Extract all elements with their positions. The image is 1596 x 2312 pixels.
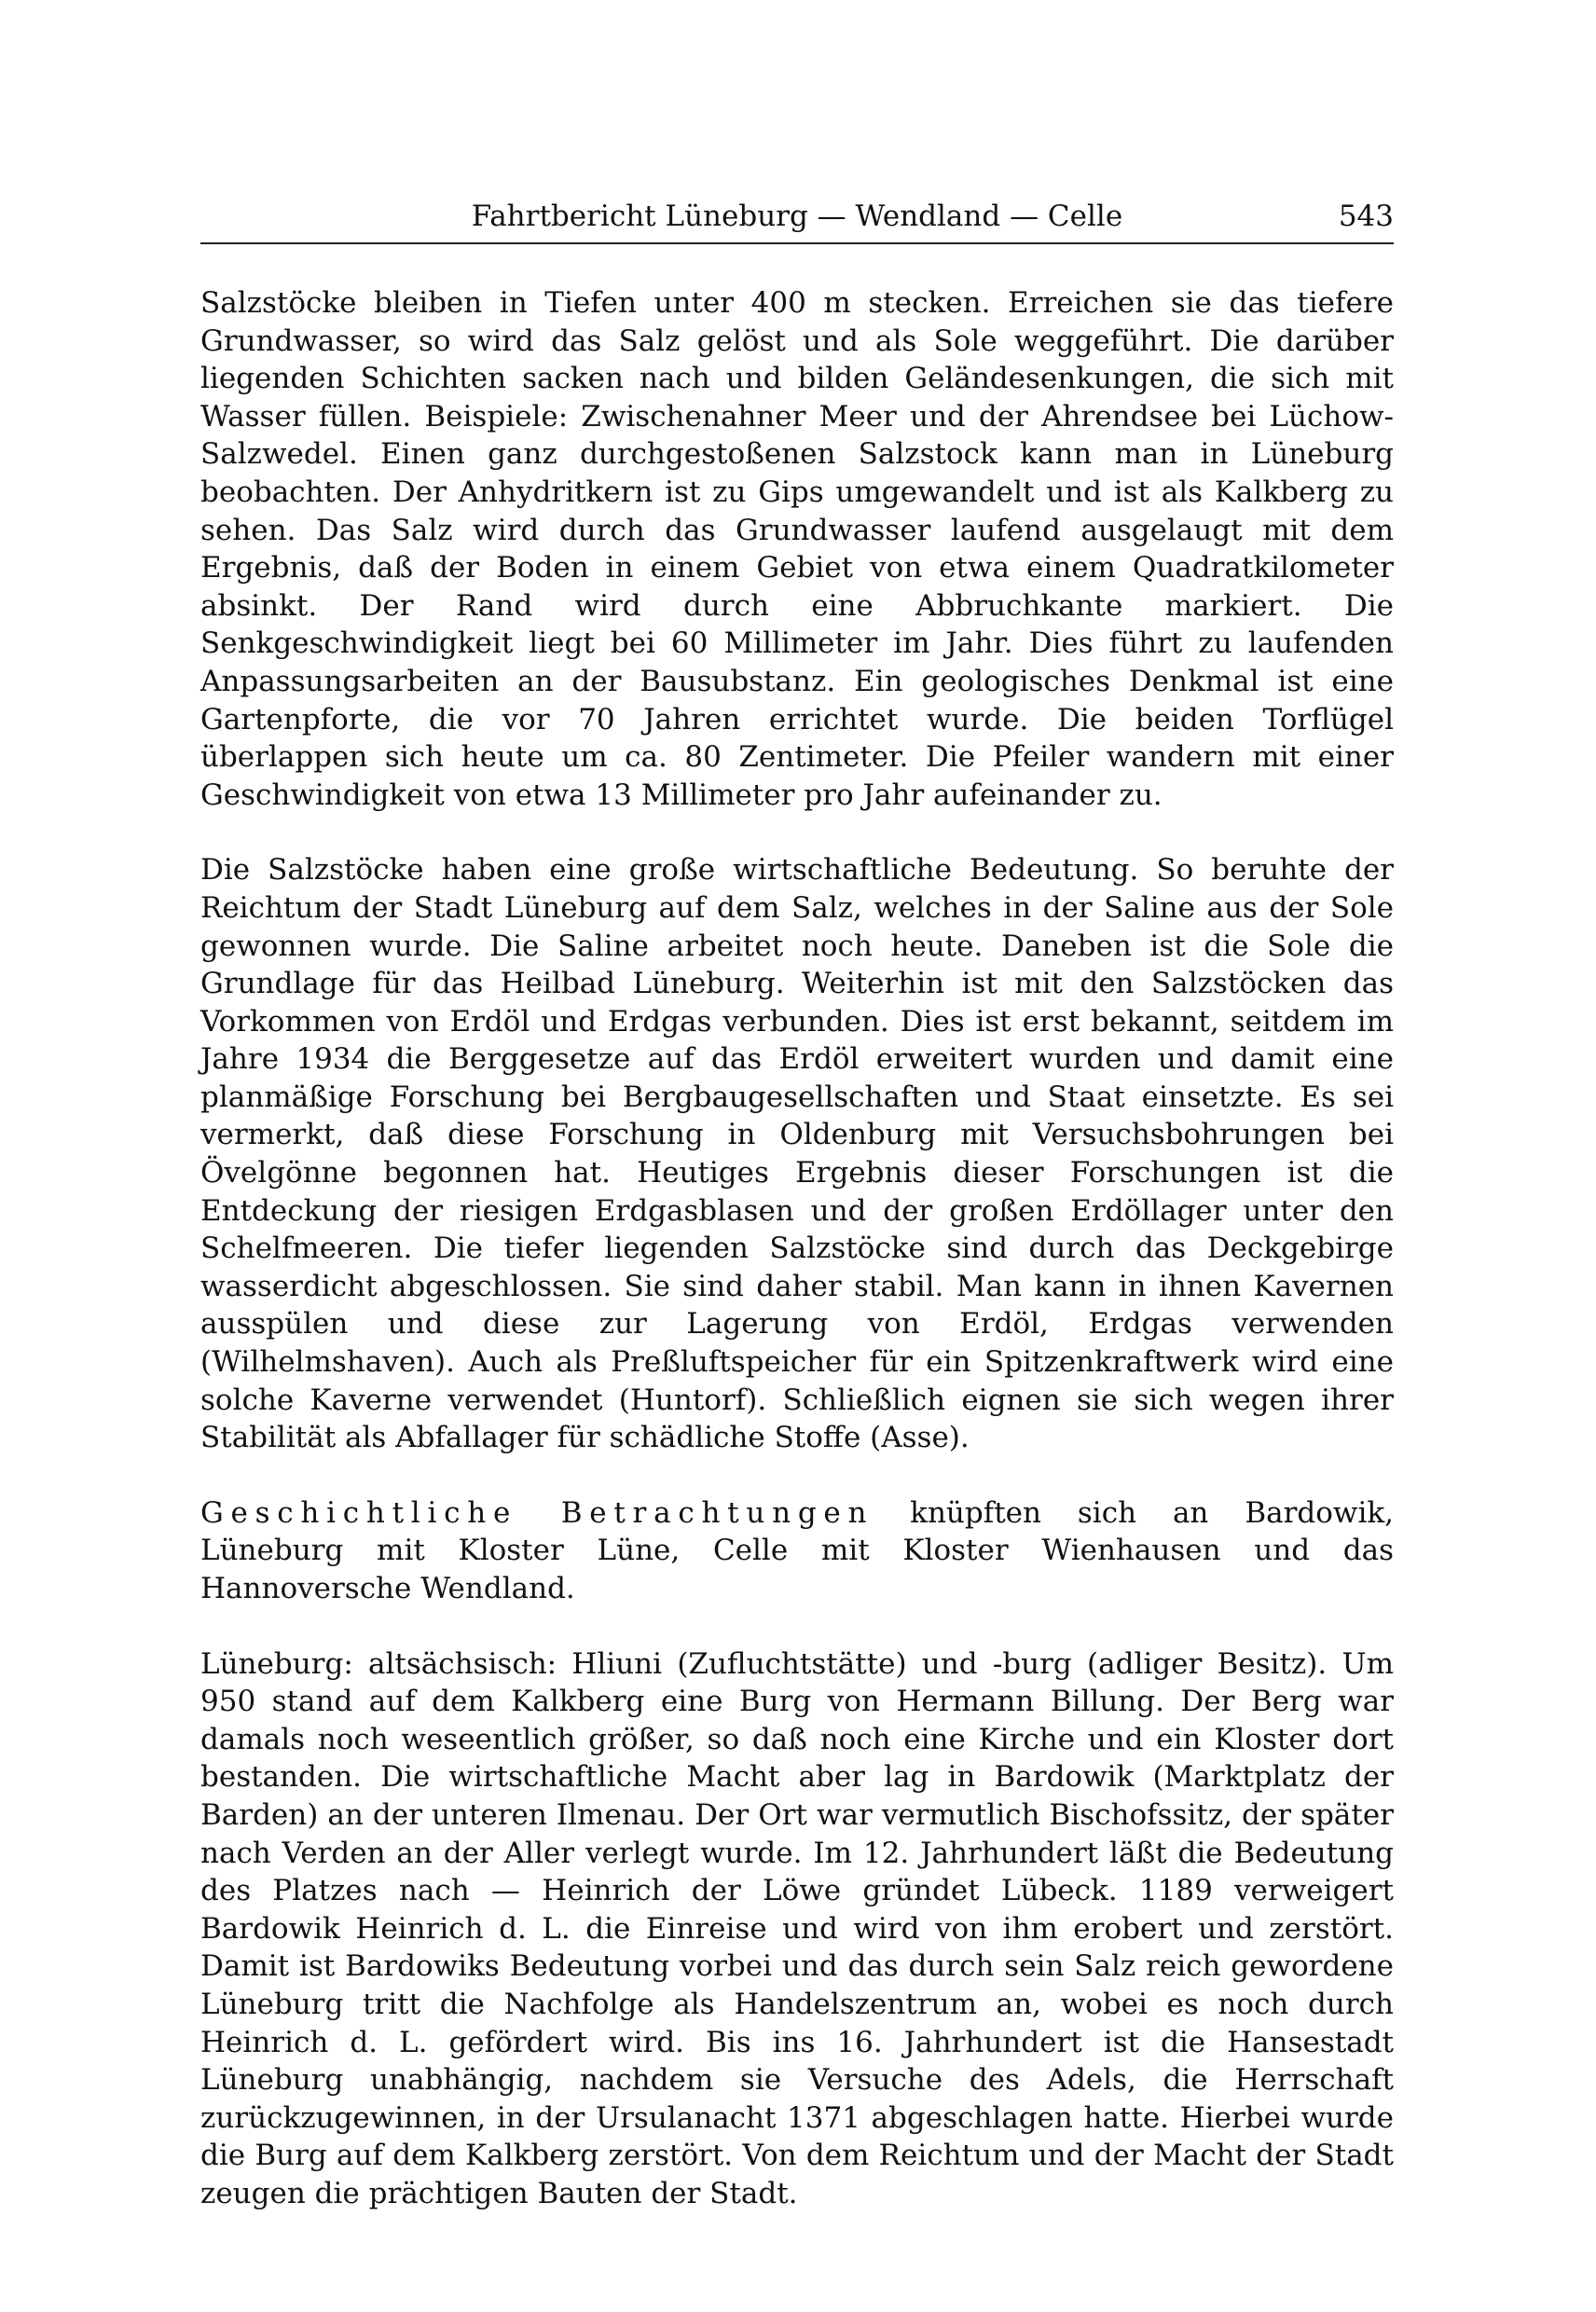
paragraph-text: knüpften sich an Bardowik, Lüneburg mit Kloster Lüne, Celle mit Kloster Wienhausen und das Hannoversche Wendland.	[200, 1495, 1395, 1605]
body-text	[200, 284, 1394, 2250]
running-header	[200, 196, 1394, 244]
paragraph-economic-importance: Die Salzstöcke haben eine große wirtschaftliche Bedeutung. So beruhte der Reichtum der Stadt Lüneburg auf dem Salz, welches in der Saline aus der Sole gewonnen wurde. Die Saline arbeitet noch heute. Daneben ist die Sole die Grundlage für das Heilbad Lüneburg. Weiterhin ist mit den Salzstöcken das Vorkommen von Erdöl und Erdgas verbunden. Dies ist erst bekannt, seitdem im Jahre 1934 die Berggesetze auf das Erdöl erweitert wurden und damit eine planmäßige Forschung bei Bergbaugesellschaften und Staat einsetzte. Es sei vermerkt, daß diese Forschung in Oldenburg mit Versuchsbohrungen bei Övelgönne begonnen hat. Heutiges Ergebnis dieser Forschungen ist die Entdeckung der riesigen Erdgasblasen und der großen Erdöllager unter den Schelfmeeren. Die tiefer liegenden Salzstöcke sind durch das Deckgebirge wasserdicht abgeschlossen. Sie sind daher stabil. Man kann in ihnen Kavernen ausspülen und diese zur Lagerung von Erdöl, Erdgas verwenden (Wilhelmshaven). Auch als Preßluftspeicher für ein Spitzenkraftwerk wird eine solche Kaverne verwendet (Huntorf). Schließlich eignen sie sich wegen ihrer Stabilität als Abfallager für schädliche Stoffe (Asse).	[200, 853, 1394, 1455]
paragraph-salt-domes-subsidence: Salzstöcke bleiben in Tiefen unter 400 m stecken. Erreichen sie das tiefere Grundwasser, so wird das Salz gelöst und als Sole weggeführt. Die darüber liegenden Schichten sacken nach und bilden Geländesenkungen, die sich mit Wasser füllen. Beispiele: Zwischenahner Meer und der Ahrendsee bei Lüchow-Salzwedel. Einen ganz durchgestoßenen Salzstock kann man in Lüneburg beobachten. Der Anhydritkern ist zu Gips umgewandelt und ist als Kalkberg zu sehen. Das Salz wird durch das Grundwasser laufend ausgelaugt mit dem Ergebnis, daß der Boden in einem Gebiet von etwa einem Quadratkilometer absinkt. Der Rand wird durch eine Abbruchkante markiert. Die Senkgeschwindigkeit liegt bei 60 Millimeter im Jahr. Dies führt zu laufenden Anpassungsarbeiten an der Bausubstanz. Ein geologisches Denkmal ist eine Gartenpforte, die vor 70 Jahren errichtet wurde. Die beiden Torflügel überlappen sich heute um ca. 80 Zentimeter. Die Pfeiler wandern mit einer Geschwindigkeit von etwa 13 Millimeter pro Jahr aufeinander zu.	[200, 286, 1394, 812]
paragraph-historical-observations	[200, 1494, 1394, 1608]
paragraph-lueneburg-history: Lüneburg: altsächsisch: Hliuni (Zufluchtstätte) und -burg (adliger Besitz). Um 950 stand auf dem Kalkberg eine Burg von Hermann Billung. Der Berg war damals noch weseentlich größer, so daß noch eine Kirche und ein Kloster dort bestanden. Die wirtschaftliche Macht aber lag in Bardowik (Marktplatz der Barden) an der unteren Ilmenau. Der Ort war vermutlich Bischofssitz, der später nach Verden an der Aller verlegt wurde. Im 12. Jahrhundert läßt die Bedeutung des Platzes nach — Heinrich der Löwe gründet Lübeck. 1189 verweigert Bardowik Heinrich d. L. die Einreise und wird von ihm erobert und zerstört. Damit ist Bardowiks Bedeutung vorbei und das durch sein Salz reich gewordene Lüneburg tritt die Nachfolge als Handelszentrum an, wobei es noch durch Heinrich d. L. gefördert wird. Bis ins 16. Jahrhundert ist die Hansestadt Lüneburg unabhängig, nachdem sie Versuche des Adels, die Herrschaft zurückzugewinnen, in der Ursulanacht 1371 abgeschlagen hatte. Hierbei wurde die Burg auf dem Kalkberg zerstört. Von dem Reichtum und der Macht der Stadt zeugen die prächtigen Bauten der Stadt.	[200, 1646, 1394, 2210]
spaced-lead-phrase: Geschichtliche Betrachtungen	[200, 1495, 874, 1530]
page-number: 543	[1338, 200, 1394, 233]
running-title: Fahrtbericht Lüneburg — Wendland — Celle	[471, 200, 1123, 233]
